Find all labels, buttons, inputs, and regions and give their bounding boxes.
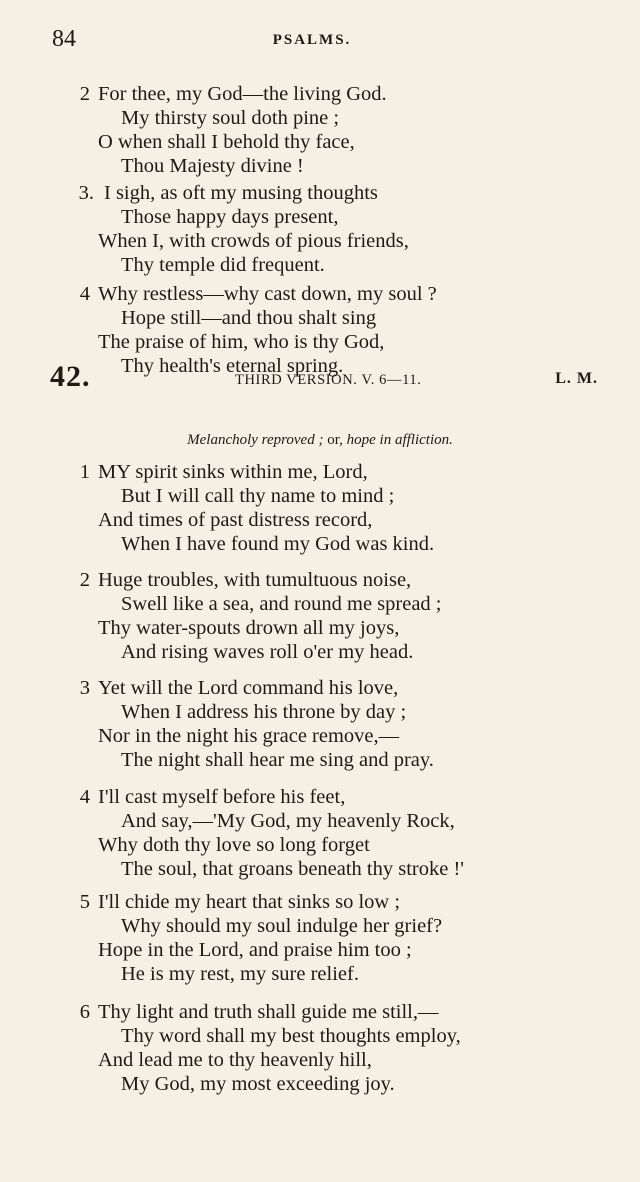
verse-line: And lead me to thy heavenly hill,: [98, 1049, 372, 1071]
stanza-number: 2: [79, 569, 90, 591]
verse-line: Huge troubles, with tumultuous noise,: [98, 569, 412, 591]
verse-line: When I address his throne by day ;: [121, 701, 407, 723]
subtitle-part: Melancholy reproved ;: [187, 432, 324, 448]
stanza-number: 4: [79, 283, 90, 305]
verse-line: Thou Majesty divine !: [121, 155, 304, 177]
verse-line: Yet will the Lord command his love,: [98, 677, 399, 699]
verse-line: When I, with crowds of pious friends,: [98, 230, 409, 252]
verse-line: O when shall I behold thy face,: [98, 131, 355, 153]
stanza-number: 3: [79, 677, 90, 699]
page-header: [52, 26, 572, 56]
verse-line: Why should my soul indulge her grief?: [121, 915, 443, 937]
verse-line: Thy word shall my best thoughts employ,: [121, 1025, 461, 1047]
verse-line: My thirsty soul doth pine ;: [121, 107, 340, 129]
verse-line: Thy health's eternal spring.: [121, 355, 344, 377]
hymn-heading: [50, 360, 598, 398]
verse-line: Thy water-spouts drown all my joys,: [98, 617, 400, 639]
verse-line: Why doth thy love so long forget: [98, 834, 370, 856]
verse-line: The praise of him, who is thy God,: [98, 331, 385, 353]
verse-line: Thy temple did frequent.: [121, 254, 325, 276]
hymn-meter: L. M.: [555, 370, 598, 387]
hymn-number: 42.: [50, 360, 91, 393]
subtitle-part: hope in affliction.: [346, 432, 453, 448]
verse-line: And rising waves roll o'er my head.: [121, 641, 414, 663]
hymn-version: THIRD VERSION. V. 6—11.: [235, 372, 422, 388]
stanza-number: 6: [79, 1001, 90, 1023]
verse-line: The soul, that groans beneath thy stroke !': [121, 858, 464, 880]
verse-line: And say,—'My God, my heavenly Rock,: [121, 810, 455, 832]
verse-line: Hope in the Lord, and praise him too ;: [98, 939, 412, 961]
verse-line: When I have found my God was kind.: [121, 533, 435, 555]
stanza-number: 5: [79, 891, 90, 913]
stanza-number: 1: [79, 461, 90, 483]
verse-line: The night shall hear me sing and pray.: [121, 749, 434, 771]
verse-line: He is my rest, my sure relief.: [121, 963, 359, 985]
verse-line: Nor in the night his grace remove,—: [98, 725, 400, 747]
page-number: 84: [52, 26, 76, 52]
verse-line: But I will call thy name to mind ;: [121, 485, 395, 507]
stanza-number: 3.: [78, 182, 94, 204]
running-head: PSALMS.: [272, 32, 352, 48]
verse-line: I'll cast myself before his feet,: [98, 786, 346, 808]
verse-line: Those happy days present,: [121, 206, 339, 228]
verse-line: Swell like a sea, and round me spread ;: [121, 593, 442, 615]
hymn-subtitle: [0, 432, 640, 449]
verse-line: For thee, my God—the living God.: [98, 83, 387, 105]
stanza-number: 2: [79, 83, 90, 105]
verse-line: Hope still—and thou shalt sing: [121, 307, 377, 329]
verse-line: Thy light and truth shall guide me still,—: [98, 1001, 439, 1023]
stanza-number: 4: [79, 786, 90, 808]
verse-line: I'll chide my heart that sinks so low ;: [98, 891, 401, 913]
verse-line: My God, my most exceeding joy.: [121, 1073, 395, 1095]
verse-line: MY spirit sinks within me, Lord,: [98, 461, 368, 483]
subtitle-or: or,: [323, 432, 347, 448]
verse-line: I sigh, as oft my musing thoughts: [104, 182, 378, 204]
verse-line: And times of past distress record,: [98, 509, 373, 531]
verse-line: Why restless—why cast down, my soul ?: [98, 283, 437, 305]
